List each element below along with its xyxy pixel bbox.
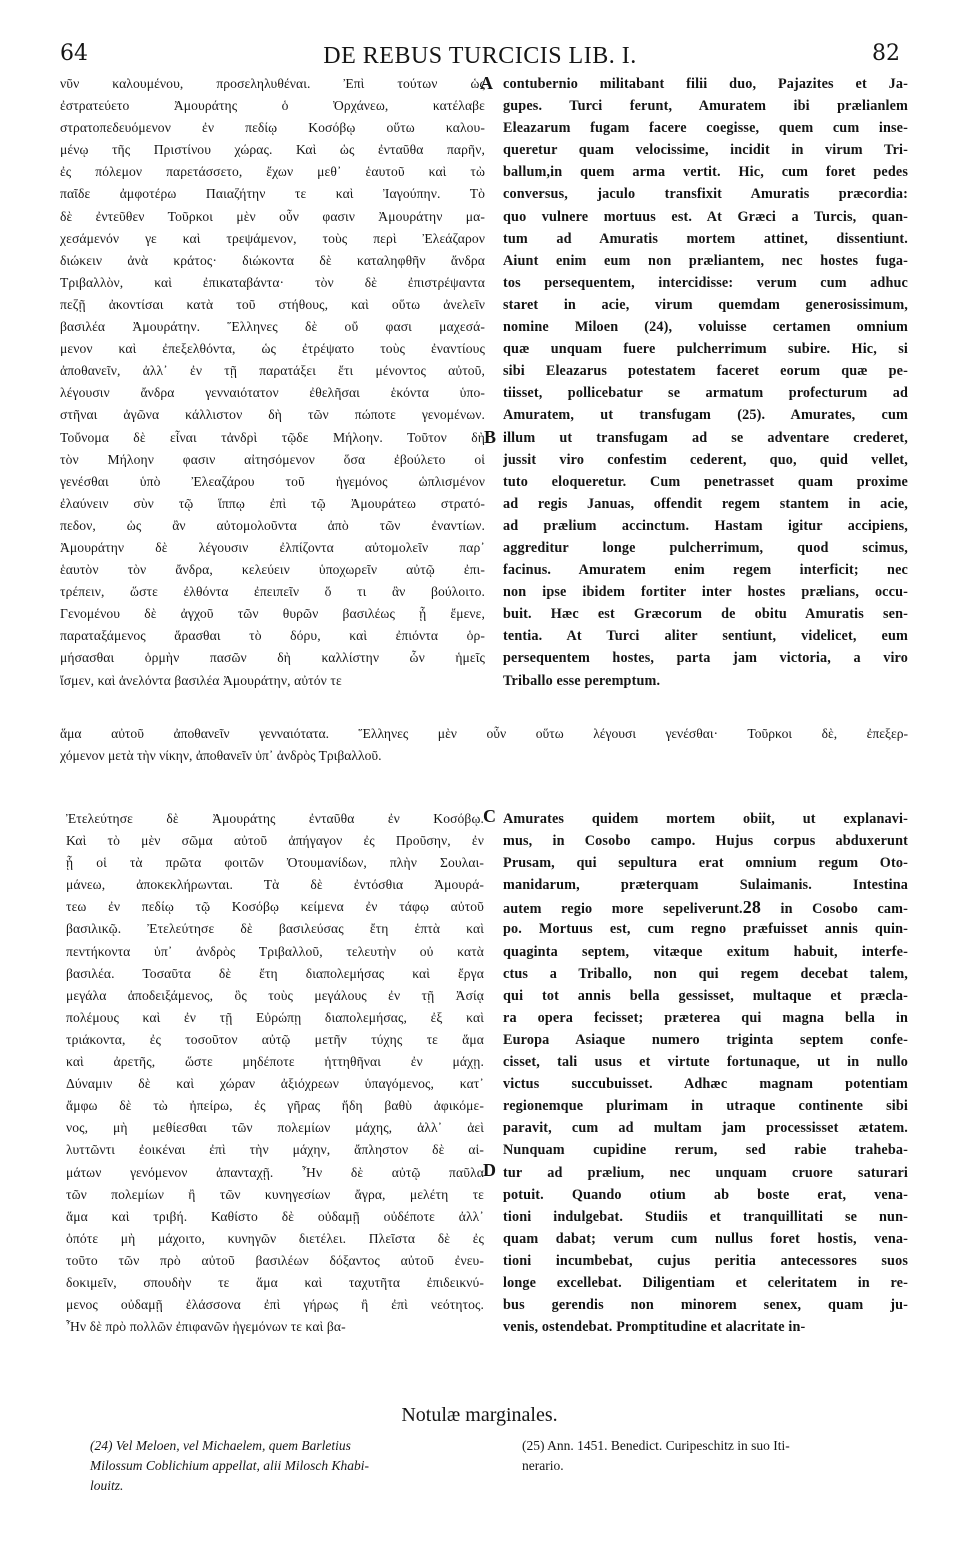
- text-line: queretur quam velocissime, incidit in virum Tri-: [503, 142, 908, 159]
- note-line: (24) Vel Meloen, vel Michaelem, quem Barletius: [90, 1438, 351, 1453]
- text-line: Δύναμιν δὲ καὶ χώραν ἀξιόχρεων ὑπαγόμενος, κατ᾽: [66, 1076, 484, 1092]
- text-line: victus succubuisset. Adhæc magnam potentiam: [503, 1076, 908, 1093]
- text-line: μενον καὶ ἐπεξελθόντα, ὡς ἐτρέψατο τοὺς ἐναντίους: [60, 341, 485, 357]
- text-line: sibi Eleazarus potestatem faceret eorum quæ pe-: [503, 363, 908, 380]
- text-line: manidarum, præterquam Sulaimanis. Intestina: [503, 877, 908, 894]
- text-line: qui tot annis bella gessisset, multaque et præcla-: [503, 987, 908, 1004]
- text-line: nomine Miloen (24), voluisse certamen omnium: [503, 319, 908, 336]
- text-line: quam dabat; verum cum nullus foret hostis, vena-: [503, 1230, 908, 1247]
- text-line: μήσασθαι ὁρμὴν πασῶν δὴ καλλίστην ὧν ἡμεῖς: [60, 650, 485, 666]
- text-line: contubernio militabant filii duo, Pajazites et Ja-: [503, 76, 908, 92]
- text-line: longe excellebat. Diligentiam et celeritatem in re-: [503, 1274, 908, 1291]
- text-line: ἴσμεν, καὶ ἀνελόντα βασιλέα Ἀμουράτην, αὐτόν τε: [60, 672, 342, 688]
- text-line: buit. Hæc est Græcorum de obitu Amuratis sen-: [503, 606, 908, 623]
- text-line: quo vulnere mortuus est. At Græci a Turcis, quan-: [503, 208, 908, 225]
- text-line: ballum,in quem arma vertit. Hic, cum foret pedes: [503, 164, 908, 181]
- greek-column-lower: [66, 808, 484, 1338]
- text-line: διώκειν ἀνὰ κράτος· διώκοντα δὲ καταληφθῆν ἄνδρα: [60, 252, 485, 268]
- margin-letter-a: A: [480, 73, 493, 93]
- text-line: ἅμα καὶ τριβή. Καθίστο δὲ οὐδαμῇ οὐδέποτε ἀλλ᾽: [66, 1208, 484, 1224]
- text-line: στῆναι ἀγῶνα κάλλιστον δὴ τῶν πώποτε γενομένων.: [60, 407, 485, 423]
- text-line: non ipse ibidem fortiter inter hostes prælians, occu-: [503, 584, 908, 601]
- text-line: νῦν καλουμένου, προσεληλυθέναι. Ἐπὶ τούτων ὡς: [60, 76, 485, 91]
- text-line: staret in acie, virum quemdam generosissimum,: [503, 296, 908, 313]
- text-line: μάνεω, ἀποκεκλήρωνται. Τὰ δὲ ἐντόσθια Ἀμουρά-: [66, 877, 484, 893]
- text-line: tiisset, pollicebatur se armatum profecturum ad: [503, 385, 908, 402]
- text-line: καὶ ἀρετῆς, ὥστε μηδέποτε ἡττηθῆναι ἐν μάχῃ.: [66, 1054, 484, 1070]
- note-24: [90, 1436, 485, 1496]
- text-line: δὲ ἐντεῦθεν Τοῦρκοι μὲν οὖν φασιν Ἀμουράτην μα-: [60, 208, 485, 224]
- text-line: τριάκοντα, ἐς τοσοῦτον αὐτῷ μετῆν τύχης τε ἅμα: [66, 1031, 484, 1047]
- text-line: tur ad prælium, nec unquam cruore saturari: [503, 1164, 908, 1181]
- text-line: paravit, cum ad multam jam processisset ætatem.: [503, 1120, 908, 1137]
- page-number-left: 64: [60, 41, 88, 66]
- text-line: ἀποθανεῖν, ἀλλ᾽ ἐν τῇ παρατάξει ἔτι μένοντος αὐτοῦ,: [60, 363, 485, 379]
- running-title: DE REBUS TURCICIS LIB. I.: [323, 43, 637, 69]
- text-line: gupes. Turci ferunt, Amuratem ibi prælianlem: [503, 98, 908, 115]
- text-line: quæ unquam fuere pulcherrimum subire. Hic, si: [503, 341, 908, 358]
- note-line: Milossum Coblichium appellat, alii Milosch Khabi-: [90, 1458, 369, 1473]
- text-line: tentia. At Turci aliter sentiunt, videlicet, eum: [503, 628, 908, 645]
- text-line: τοῦτο τῶν πρὸ αὐτοῦ βασιλέων δόξαντος αὐτοῦ ἐνευ-: [66, 1252, 484, 1268]
- text-line: πολέμους καὶ ἐν τῇ Εὐρώπῃ διαπολεμήσας, ἐξ καὶ: [66, 1009, 484, 1025]
- span-line: ἅμα αὐτοῦ ἀποθανεῖν γενναιότατα. Ἕλληνες μὲν οὖν οὕτω λέγουσι γενέσθαι· Τοῦρκοι δὲ, ἐπεξερ-: [60, 726, 908, 741]
- text-line: Prusam, qui sepultura erat omnium regum Oto-: [503, 855, 908, 872]
- text-line: βασιλέα Ἀμουράτην. Ἕλληνες δὲ οὔ φασι μαχεσά-: [60, 319, 485, 335]
- text-line: μεγάλα ἀποδειξάμενος, ὃς τοὺς μεγάλους ἐν τῇ Ἀσίᾳ: [66, 987, 484, 1003]
- note-line: louitz.: [90, 1478, 124, 1493]
- span-line: χόμενον μετὰ τὴν νίκην, ἀποθανεῖν ὑπ᾽ ἀνδρὸς Τριβαλλοῦ.: [60, 748, 382, 763]
- text-line: tos persequentem, intercidisse: verum cum adhuc: [503, 274, 908, 291]
- text-line: βασιλικῷ. Ἐτελεύτησε δὲ βασιλεύσας ἔτη ἑπτὰ καὶ: [66, 921, 484, 937]
- text-line: Ἀμουράτην δὲ λέγουσιν ἐλπίζοντα αὐτομολεῖν παρ᾽: [60, 539, 485, 555]
- text-line: Amurates quidem mortem obiit, ut explanavi-: [503, 811, 908, 827]
- text-line: πεζῇ ἀκοντίσαι κατὰ τοῦ στήθους, καὶ οὕτω ἀνελεῖν: [60, 296, 485, 312]
- text-line: conversus, jaculo transfixit Amuratis præcordia:: [503, 186, 908, 203]
- text-line: venis, ostendebat. Promptitudine et alacritate in-: [503, 1319, 806, 1336]
- text-line: potuit. Quando otium ab boste erat, vena-: [503, 1186, 908, 1203]
- full-width-greek-lines: [60, 723, 908, 767]
- text-line: ὁπότε μὴ μάχοιτο, κυνηγῶν διετέλει. Πλεῖστα δὲ ἐς: [66, 1230, 484, 1246]
- text-line: πεδον, ὡς ἂν αὐτομολοῦντα ἀπὸ τῶν ἐναντίων.: [60, 517, 485, 533]
- text-line: Eleazarum fugam facere coegisse, quem cum inse-: [503, 120, 908, 137]
- text-line: τεω ἐν πεδίῳ τῷ Κοσόβῳ κείμενα ἐν τάφῳ αὐτοῦ: [66, 899, 484, 915]
- text-line: χεσάμενόν γε καὶ τρεψάμενον, τοὺς περὶ Ἐλεάζαρον: [60, 230, 485, 246]
- text-line: quaginta septem, vitæque exitum habuit, interfe-: [503, 943, 908, 960]
- text-line: aggreditur longe pulcherrimum, quod scimus,: [503, 539, 908, 556]
- text-line: Τριβαλλὸν, καὶ ἐπικαταβάντα· τὸν δὲ ἐπιστρέψαντα: [60, 274, 485, 290]
- text-line: ἄμφω δὲ τὼ ἠπείρω, ἐς γῆρας ἤδη βαθὺ ἀφικόμε-: [66, 1098, 484, 1114]
- section-number: 28: [742, 897, 762, 918]
- text-line: παῖδε ἀμφοτέρω Παιαζήτην τε καὶ Ἰαγούπην. Τὸ: [60, 186, 485, 202]
- text-line: jussit viro confestim cederent, quo, quid vellet,: [503, 451, 908, 468]
- margin-letter-b: B: [484, 427, 497, 447]
- text-line: mus, in Cosobo campo. Hujus corpus abduxerunt: [503, 833, 908, 850]
- text-line: Τοὔνομα δὲ εἶναι τἀνδρὶ τῷδε Μήλοην. Τοῦτον δὴ: [60, 429, 485, 445]
- text-line: Europa Asiaque numero triginta septem confe-: [503, 1031, 908, 1048]
- latin-column-lower: [503, 808, 908, 1338]
- text-line: Ἦν δὲ πρὸ πολλῶν ἐπιφανῶν ἡγεμόνων τε καὶ βα-: [66, 1319, 346, 1335]
- text-line: cisset, tali usus et virtute fortunaque, ut in nullo: [503, 1054, 908, 1071]
- text-line: Ἐτελεύτησε δὲ Ἀμουράτης ἐνταῦθα ἐν Κοσόβῳ.: [66, 811, 484, 826]
- text-line: tioni incumbebat, cujus peritia antecessores suos: [503, 1252, 908, 1269]
- text-line: λυττῶντι ἐοικέναι ἐπὶ τὴν μάχην, ἄπληστον δὲ αἱ-: [66, 1142, 484, 1158]
- text-line: tuto eloqueretur. Cum penetrasset quam proxime: [503, 473, 908, 490]
- text-line: bus gerendis non minorem senex, quam ju-: [503, 1297, 908, 1314]
- text-line: μενος οὐδαμῇ ἐλάσσονα ἐπὶ γήρως ἢ ἐπὶ νεότητος.: [66, 1297, 484, 1313]
- text-line: παραταξάμενος ἅρασθαι τὸ δόρυ, καὶ ἐπιόντα ὁρ-: [60, 628, 485, 644]
- page-number-right: 82: [872, 41, 900, 66]
- notes-heading: Notulæ marginales.: [401, 1404, 558, 1426]
- text-line: μάτων γενόμενον ἀπανταχῇ. Ἦν δὲ αὐτῷ παῦλα: [66, 1164, 484, 1180]
- text-line: ad regis Januas, offendit regem stantem in acie,: [503, 495, 908, 512]
- note-line: (25) Ann. 1451. Benedict. Curipeschitz in suo Iti-: [522, 1438, 790, 1453]
- text-line: Γενομένου δὲ ἀγχοῦ τῶν θυρῶν βασιλέως ᾗ ἔμενε,: [60, 606, 485, 622]
- text-line: persequentem hostes, parta jam victoria, a viro: [503, 650, 908, 667]
- text-line: tioni indulgebat. Studiis et tranquillitati se nun-: [503, 1208, 908, 1225]
- text-line: Nunquam cupidine rerum, sed rabie trahеba-: [503, 1142, 908, 1159]
- text-line: μένῳ τῆς Πριστίνου χώρας. Καὶ ὡς ἐνταῦθα παρῆν,: [60, 142, 485, 158]
- text-line: δοκιμεῖν, σπουδὴν τε ἅμα καὶ ταχυτῆτα ἐπιδεικνύ-: [66, 1274, 484, 1290]
- text-line: regionemque plurimam in utraque continente sibi: [503, 1098, 908, 1115]
- text-line: τὸν Μήλοην φασιν αἰτησόμενον ὅσα ἐβούλετο οἱ: [60, 451, 485, 467]
- running-header: [60, 41, 900, 71]
- text-line: στρατοπεδευόμενον ἐν πεδίῳ Κοσόβῳ οὕτω καλου-: [60, 120, 485, 136]
- text-line: λέγουσιν ἄνδρα γενναιότατον ἐθελῆσαι ἑκόντα ὑπο-: [60, 385, 485, 401]
- text-line: Amuratem, ut transfugam (25). Amurates, cum: [503, 407, 908, 424]
- text-line: πεντήκοντα ὑπ᾽ ἀνδρὸς Τριβαλλοῦ, τελευτὴν οὐ κατὰ: [66, 943, 484, 959]
- note-line: nerario.: [522, 1458, 564, 1473]
- note-25: [522, 1436, 912, 1476]
- text-line: illum ut transfugam ad se adventare crederet,: [503, 429, 908, 446]
- section-number-trailing-text: in Cosobo cam-: [780, 901, 908, 918]
- text-line: Καὶ τὸ μὲν σῶμα αὐτοῦ ἀπήγαγον ἐς Προῦσην, ἐν: [66, 833, 484, 849]
- text-line: ra opera fecisset; præterea qui magna bella in: [503, 1009, 908, 1026]
- text-line: ctus a Triballo, non qui regem decebat talem,: [503, 965, 908, 982]
- text-line: po. Mortuus est, cum regno præfuisset annis quin-: [503, 921, 908, 938]
- text-line: ἐς πόλεμον παρετάσσετο, ἔχων μεθ᾽ ἑαυτοῦ καὶ τὼ: [60, 164, 485, 180]
- greek-column-upper: [60, 73, 485, 692]
- text-line: ad prælium accinctum. Hastam igitur accipiens,: [503, 517, 908, 534]
- text-line: ἑαυτὸν τὸν ἄνδρα, κελεύειν ὑποχωρεῖν αὐτῷ ἐπι-: [60, 562, 485, 578]
- margin-letter-d: D: [483, 1160, 496, 1180]
- text-line: ᾗ οἱ τὰ πρῶτα φοιτῶν Ὀτουμανίδων, πλὴν Σουλαι-: [66, 855, 484, 871]
- margin-letter-c: C: [483, 806, 496, 826]
- text-line: ἐλαύνειν σὺν τῷ ἵππῳ ἐπὶ τῷ Ἀμουράτεω στρατό-: [60, 495, 485, 511]
- text-line: autem regio more sepeliverunt.28 in Cosobo cam-: [503, 897, 908, 918]
- text-line: τρέπειν, ὥστε ἐλθόντα ἐπειπεῖν ὅ τι ἂν βούλοιτο.: [60, 584, 485, 600]
- text-line: ἐστρατεύετο Ἀμουράτης ὁ Ὀρχάνεω, κατέλαβε: [60, 98, 485, 114]
- text-line: νος, μὴ μεθίεσθαι τῶν πολεμίων μάχης, ἀλλ᾽ ἀεὶ: [66, 1120, 484, 1136]
- text-line: Triballo esse peremptum.: [503, 672, 661, 689]
- text-line: γενέσθαι ὑπὸ Ἐλεαζάρου τοῦ ἡγεμόνος ὡπλισμένον: [60, 473, 485, 489]
- text-line: tum ad Amuratis mortem attinet, dissentiunt.: [503, 230, 908, 247]
- text-line: βασιλέα. Τοσαῦτα δὲ ἔτη διαπολεμήσας καὶ ἔργα: [66, 965, 484, 981]
- text-line: facinus. Amuratem enim regem interficit; nec: [503, 562, 908, 579]
- text-line: τῶν πολεμίων ἢ τῶν κυνηγεσίων ἄγρα, μελέτη τε: [66, 1186, 484, 1202]
- latin-column-upper: [503, 73, 908, 692]
- text-line: Aiunt enim eum non præliantem, nec hostes fuga-: [503, 252, 908, 269]
